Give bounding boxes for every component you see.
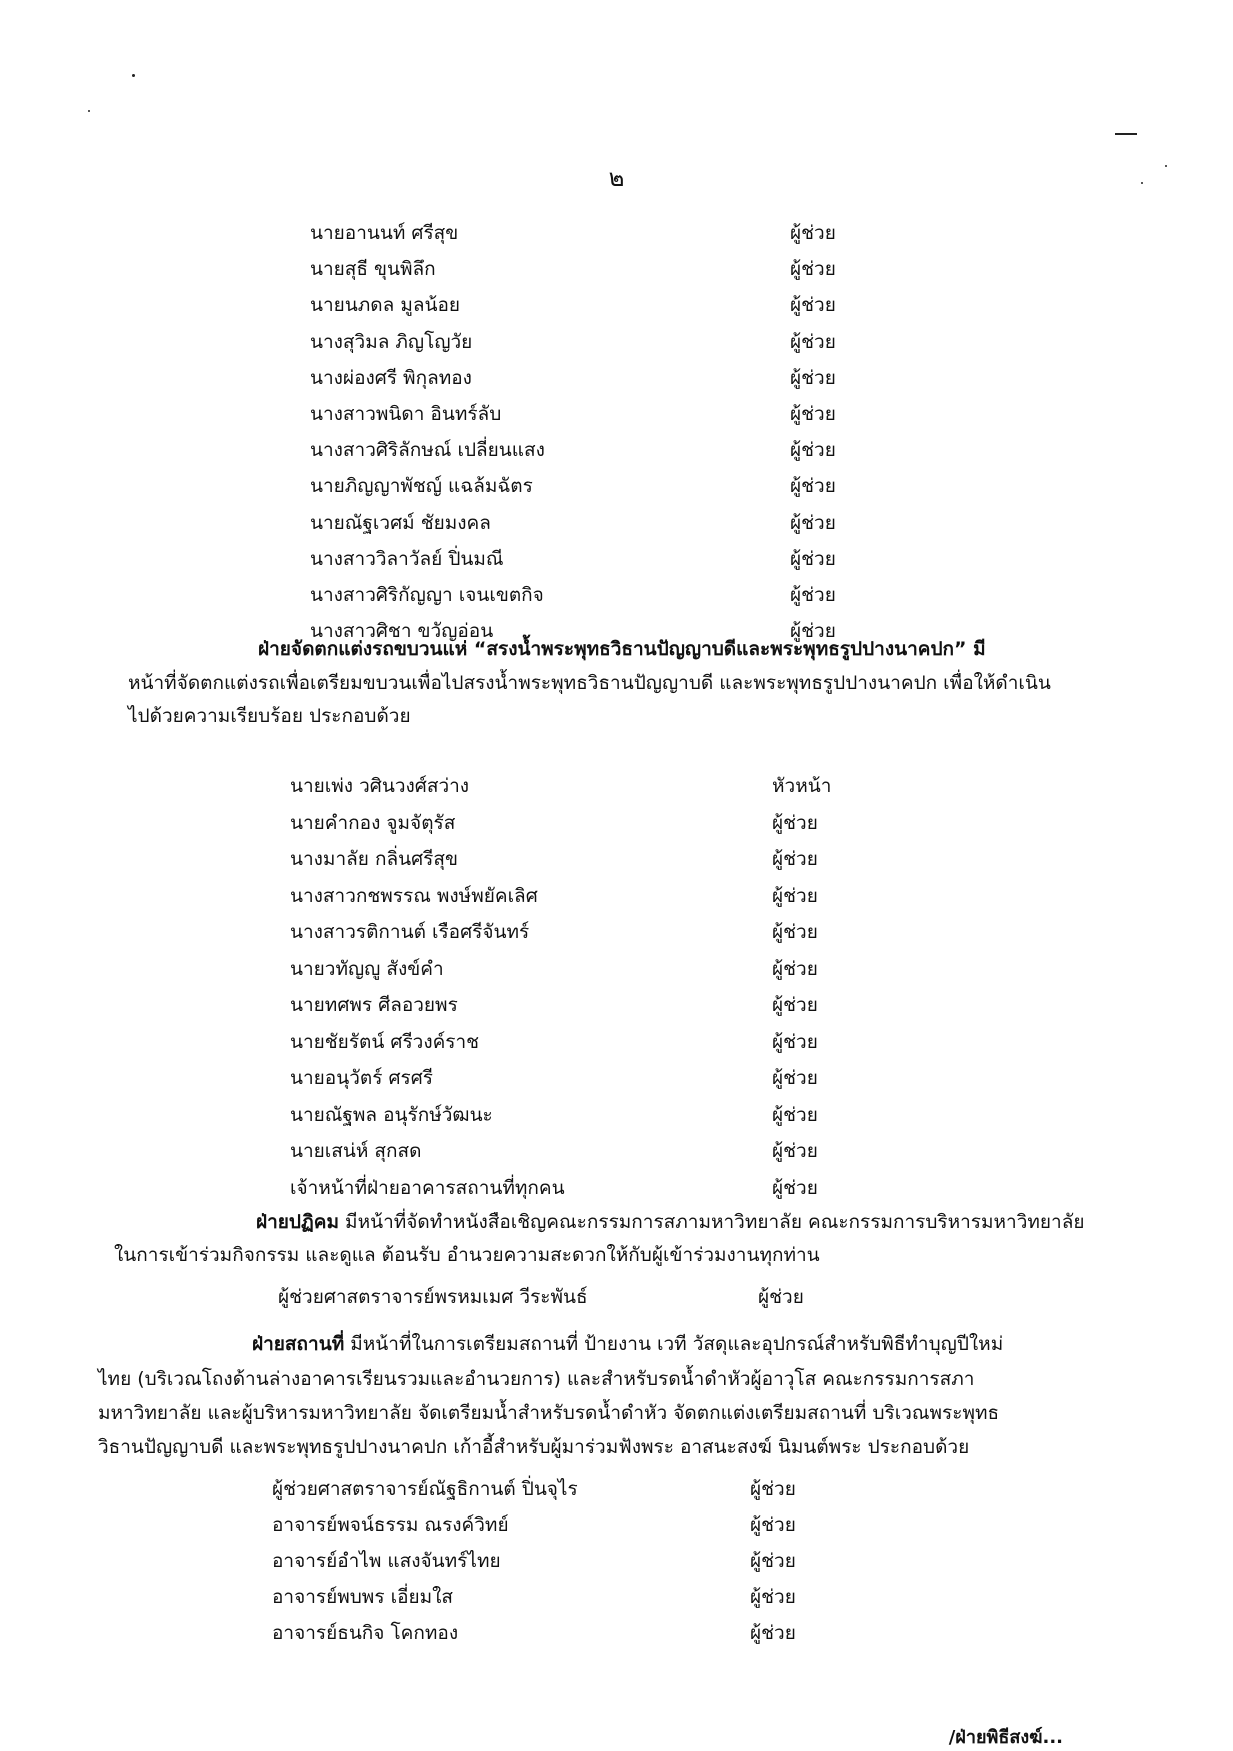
staff-role: ผู้ช่วย (772, 1067, 818, 1089)
scan-mark (1115, 133, 1137, 135)
staff-role: ผู้ช่วย (790, 475, 836, 498)
staff-row (290, 1136, 852, 1166)
staff-row (290, 771, 852, 801)
staff-name: อาจารย์ธนกิจ โคกทอง (272, 1622, 459, 1644)
staff-name: นางสาววิลาวัลย์ ปิ่นมณี (310, 547, 504, 570)
staff-role: ผู้ช่วย (750, 1622, 796, 1644)
staff-name: นางผ่องศรี พิกุลทอง (310, 366, 472, 389)
section-decoration-heading: ฝ่ายจัดตกแต่งรถขบวนแห่ (258, 638, 468, 660)
section-venue-line-2: ไทย (บริเวณโถงด้านล่างอาคารเรียนรวมและอำนวยการ) และสำหรับรดน้ำดำหัวผู้อาวุโส คณะกรรมการสภา (98, 1368, 975, 1390)
staff-row (272, 1582, 830, 1612)
staff-name: นายณัฐเวศม์ ชัยมงคล (310, 511, 491, 534)
section-reception-line-2: ในการเข้าร่วมกิจกรรม และดูแล ต้อนรับ อำนวยความสะดวกให้กับผู้เข้าร่วมงานทุกท่าน (114, 1244, 820, 1266)
staff-role: ผู้ช่วย (772, 848, 818, 870)
staff-name: นายเสน่ห์ สุกสด (290, 1140, 422, 1162)
staff-role: ผู้ช่วย (758, 1286, 804, 1308)
section-reception-text: มีหน้าที่จัดทำหนังสือเชิญคณะกรรมการสภามหาวิทยาลัย คณะกรรมการบริหารมหาวิทยาลัย (339, 1211, 1085, 1233)
staff-row (272, 1618, 830, 1648)
staff-row (310, 580, 870, 610)
staff-role: ผู้ช่วย (772, 957, 818, 980)
staff-role: ผู้ช่วย (772, 811, 818, 834)
staff-role: ผู้ช่วย (772, 1176, 818, 1199)
staff-role: ผู้ช่วย (772, 884, 818, 907)
staff-row (310, 290, 870, 320)
staff-role: ผู้ช่วย (772, 1103, 818, 1126)
staff-name: นายชัยรัตน์ ศรีวงค์ราช (290, 1030, 480, 1053)
page-number: ๒ (608, 164, 625, 192)
section-venue-line-3: มหาวิทยาลัย และผู้บริหารมหาวิทยาลัย จัดเตรียมน้ำสำหรับรดน้ำดำหัว จัดตกแต่งเตรียมสถานที่ บริเวณพระพุทธ (98, 1402, 1000, 1424)
staff-row (290, 1100, 852, 1130)
staff-role: ผู้ช่วย (790, 222, 836, 244)
staff-row (310, 399, 870, 429)
staff-row (290, 1027, 852, 1057)
staff-row (290, 990, 852, 1020)
staff-role: ผู้ช่วย (790, 403, 836, 425)
staff-name: นายสุธี ขุนพิลึก (310, 258, 436, 281)
staff-role: ผู้ช่วย (790, 511, 836, 534)
staff-role: ผู้ช่วย (772, 1030, 818, 1053)
staff-row (310, 544, 870, 574)
staff-role: หัวหน้า (772, 775, 832, 797)
staff-name: อาจารย์อำไพ แสงจันทร์ไทย (272, 1550, 501, 1572)
staff-name: นางสาวศิชา ขวัญอ่อน (310, 620, 494, 643)
staff-row (310, 435, 870, 465)
staff-role: ผู้ช่วย (772, 994, 818, 1016)
staff-row (310, 254, 870, 284)
staff-name: นางมาลัย กลิ่นศรีสุข (290, 848, 458, 870)
staff-row (278, 1282, 838, 1312)
staff-name: นายคำกอง จูมจัตุรัส (290, 811, 456, 834)
staff-role: ผู้ช่วย (790, 584, 836, 606)
staff-row (272, 1474, 830, 1504)
staff-name: ผู้ช่วยศาสตราจารย์ณัฐธิกานต์ ปิ่นจุไร (272, 1478, 578, 1500)
staff-row (290, 808, 852, 838)
section-decoration-line-3: ไปด้วยความเรียบร้อย ประกอบด้วย (128, 705, 411, 727)
section-venue-line-4: วิธานปัญญาบดี และพระพุทธรูปปางนาคปก เก้าอี้สำหรับผู้มาร่วมฟังพระ อาสนะสงฆ์ นิมนต์พระ ประกอบด้วย (98, 1436, 970, 1458)
staff-name: อาจารย์พจน์ธรรม ณรงค์วิทย์ (272, 1514, 509, 1536)
staff-role: ผู้ช่วย (750, 1514, 796, 1536)
staff-role: ผู้ช่วย (790, 439, 836, 462)
section-venue-text: มีหน้าที่ในการเตรียมสถานที่ ป้ายงาน เวที วัสดุและอุปกรณ์สำหรับพิธีทำบุญปีใหม่ (344, 1333, 1004, 1355)
staff-name: นายนภดล มูลน้อย (310, 294, 461, 317)
staff-role: ผู้ช่วย (750, 1478, 796, 1500)
staff-name: เจ้าหน้าที่ฝ่ายอาคารสถานที่ทุกคน (290, 1176, 565, 1199)
staff-row (310, 218, 870, 248)
continuation-footer: /ฝ่ายพิธีสงฆ์... (948, 1727, 1063, 1748)
staff-name: นายอนุวัตร์ ศรศรี (290, 1067, 433, 1089)
staff-role: ผู้ช่วย (790, 294, 836, 317)
staff-name: นายอานนท์ ศรีสุข (310, 222, 459, 244)
staff-row (290, 881, 852, 911)
staff-role: ผู้ช่วย (790, 366, 836, 389)
staff-row (310, 363, 870, 393)
staff-role: ผู้ช่วย (750, 1550, 796, 1572)
staff-name: นายภิญญาพัชญ์ แฉล้มฉัตร (310, 475, 533, 498)
staff-role: ผู้ช่วย (790, 330, 836, 353)
staff-name: นายวทัญญู สังข์คำ (290, 957, 444, 980)
staff-name: นางสาวพนิดา อินทร์ลับ (310, 403, 502, 425)
section-decoration-text: “สรงน้ำพระพุทธวิธานปัญญาบดีและพระพุทธรูปปางนาคปก” มี (467, 638, 986, 660)
staff-role: ผู้ช่วย (790, 258, 836, 281)
section-venue-line-1 (252, 1327, 1003, 1361)
staff-name: อาจารย์พบพร เอี่ยมใส (272, 1586, 454, 1608)
staff-row (310, 508, 870, 538)
staff-name: นางสาวศิริกัญญา เจนเขตกิจ (310, 584, 544, 606)
staff-role: ผู้ช่วย (750, 1586, 796, 1608)
staff-row (290, 954, 852, 984)
staff-role: ผู้ช่วย (790, 620, 836, 643)
staff-row (290, 1173, 852, 1203)
staff-role: ผู้ช่วย (772, 1140, 818, 1162)
staff-row (272, 1510, 830, 1540)
staff-name: นางสาวศิริลักษณ์ เปลี่ยนแสง (310, 439, 545, 462)
section-reception-heading: ฝ่ายปฏิคม (256, 1211, 339, 1233)
staff-name: นางสาวรติกานต์ เรือศรีจันทร์ (290, 921, 530, 943)
staff-row (310, 327, 870, 357)
staff-row (272, 1546, 830, 1576)
staff-row (290, 844, 852, 874)
staff-name: นายณัฐพล อนุรักษ์วัฒนะ (290, 1103, 493, 1126)
staff-name: นางสาวกชพรรณ พงษ์พยัคเลิศ (290, 884, 538, 907)
section-decoration-line-1 (258, 632, 986, 666)
section-venue-heading: ฝ่ายสถานที่ (252, 1333, 345, 1355)
staff-row (290, 917, 852, 947)
section-reception-line-1 (256, 1205, 1085, 1239)
staff-role: ผู้ช่วย (772, 921, 818, 943)
staff-name: นายทศพร ศีลอวยพร (290, 994, 458, 1016)
scan-speck (132, 74, 135, 77)
staff-name: นายเพ่ง วศินวงศ์สว่าง (290, 775, 470, 797)
staff-name: นางสุวิมล ภิญโญวัย (310, 330, 473, 353)
staff-name: ผู้ช่วยศาสตราจารย์พรหมเมศ วีระพันธ์ (278, 1286, 588, 1308)
staff-row (290, 1063, 852, 1093)
scan-speck (88, 110, 90, 112)
staff-row (310, 471, 870, 501)
section-decoration-line-2: หน้าที่จัดตกแต่งรถเพื่อเตรียมขบวนเพื่อไปสรงน้ำพระพุทธวิธานปัญญาบดี และพระพุทธรูปปางนาคปก เพื่อให้ดำเนิน (128, 672, 1051, 694)
staff-role: ผู้ช่วย (790, 547, 836, 570)
